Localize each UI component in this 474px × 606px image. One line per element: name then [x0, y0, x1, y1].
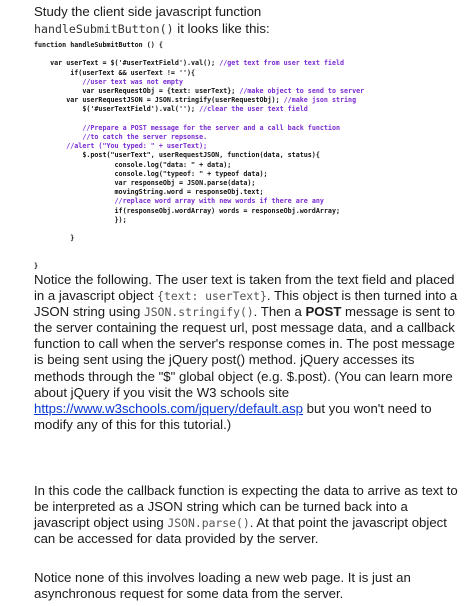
- p3-text-1: Notice none of this involves loading a new web page. It is just an asynchronous request for some data from the server.: [34, 570, 411, 602]
- p1-text-3: . Then a: [253, 304, 306, 320]
- p1-text-1: Notice the following. The user text is taken from the text field and placed in a javascript object: [34, 272, 455, 304]
- code-line: [34, 133, 207, 141]
- code-line: [34, 124, 340, 132]
- code-text: [34, 124, 82, 132]
- code-text: movingString.word = responseObj.text;: [34, 188, 264, 197]
- p1-text-4: message is sent to the server containing the request url, post message data, and a callback function to call when the server's response comes in. The post message is being sent using the jQuery post() method. jQuery accesses its methods through the "$" global object (e.g. $.post). (You can learn more about jQuery if you visit the W3 schools site: [34, 304, 456, 400]
- code-text: [34, 142, 66, 150]
- code-text: $('#userTextField').val('');: [34, 105, 200, 114]
- intro-line-2-suffix: it looks like this:: [173, 21, 270, 36]
- code-text: if(userText && userText != ''){: [34, 68, 196, 77]
- code-text: var userRequestObj = {text: userText};: [34, 87, 240, 96]
- code-line: [34, 262, 38, 270]
- code-line: [34, 216, 127, 224]
- code-text: if(responseObj.wordArray) words = responseObj.wordArray;: [34, 206, 340, 215]
- code-line: [34, 151, 320, 159]
- code-text: }: [34, 234, 75, 243]
- code-text: var responseObj = JSON.parse(data);: [34, 179, 256, 188]
- code-line: [34, 96, 356, 104]
- code-comment: //alert ("You typed: " + userText);: [66, 142, 208, 151]
- code-comment: //make json string: [283, 96, 357, 105]
- w3schools-link[interactable]: https://www.w3schools.com/jquery/default.asp: [34, 400, 304, 416]
- inline-code-text-object: {text: userText}: [157, 289, 267, 304]
- inline-code-json-stringify: JSON.stringify(): [143, 305, 254, 320]
- code-text: }: [34, 261, 39, 270]
- paragraph-2: [34, 483, 466, 547]
- function-name: handleSubmitButton(): [34, 22, 174, 36]
- code-comment: //to catch the server repsonse.: [82, 133, 208, 142]
- paragraph-1: [34, 272, 466, 433]
- code-text: [34, 133, 82, 141]
- inline-code-json-parse: JSON.parse(): [167, 516, 250, 531]
- code-comment: //get text from user text field: [219, 59, 345, 68]
- p1-text-2: . This object is then turned into a JSON string using: [34, 288, 458, 320]
- code-line: [34, 105, 308, 113]
- code-comment: //clear the user text field: [199, 105, 308, 114]
- code-line: [34, 170, 268, 178]
- paragraph-3: [34, 570, 466, 602]
- code-line: [34, 179, 255, 187]
- code-text: console.log("data: " + data);: [34, 160, 232, 169]
- code-text: });: [34, 215, 127, 224]
- intro-line-2: [34, 20, 470, 38]
- code-comment: //make object to send to server: [239, 87, 365, 96]
- p1-text-5: but you won't need to modify any of this for this tutorial.): [34, 400, 432, 432]
- code-line: [34, 207, 340, 215]
- code-line: [34, 197, 324, 205]
- p2-text-1: In this code the callback function is expecting the data to arrive as text to be interpreted as a JSON string which can be turned back into a javascript object using: [34, 483, 458, 531]
- code-text: function handleSubmitButton () {: [34, 41, 163, 49]
- code-text: $.post("userText", userRequestJSON, function(data, status){: [34, 151, 320, 160]
- code-line: [34, 41, 163, 49]
- code-line: [34, 161, 231, 169]
- p2-text-2: . At that point the javascript object can be accessed for data provided by the server.: [34, 515, 447, 547]
- post-keyword: POST: [305, 304, 342, 320]
- code-line: [34, 69, 195, 77]
- code-comment: //Prepare a POST message for the server and a call back function: [82, 123, 341, 132]
- code-text: console.log("typeof: " + typeof data);: [34, 169, 268, 178]
- intro-text: [34, 3, 470, 38]
- code-line: [34, 59, 344, 67]
- code-text: var userRequestJSON = JSON.stringify(userRequestObj);: [34, 96, 284, 105]
- code-line: [34, 78, 183, 86]
- code-line: [34, 142, 207, 150]
- code-block: [34, 41, 474, 271]
- code-text: [34, 78, 82, 86]
- code-line: [34, 234, 74, 242]
- intro-line-1: Study the client side javascript function: [34, 4, 262, 19]
- code-line: [34, 87, 364, 95]
- code-text: [34, 197, 115, 205]
- code-comment: //user text was not empty: [82, 77, 183, 86]
- code-line: [34, 188, 264, 196]
- code-text: var userText = $('#userTextField').val();: [34, 59, 220, 68]
- code-comment: //replace word array with new words if there are any: [114, 197, 324, 206]
